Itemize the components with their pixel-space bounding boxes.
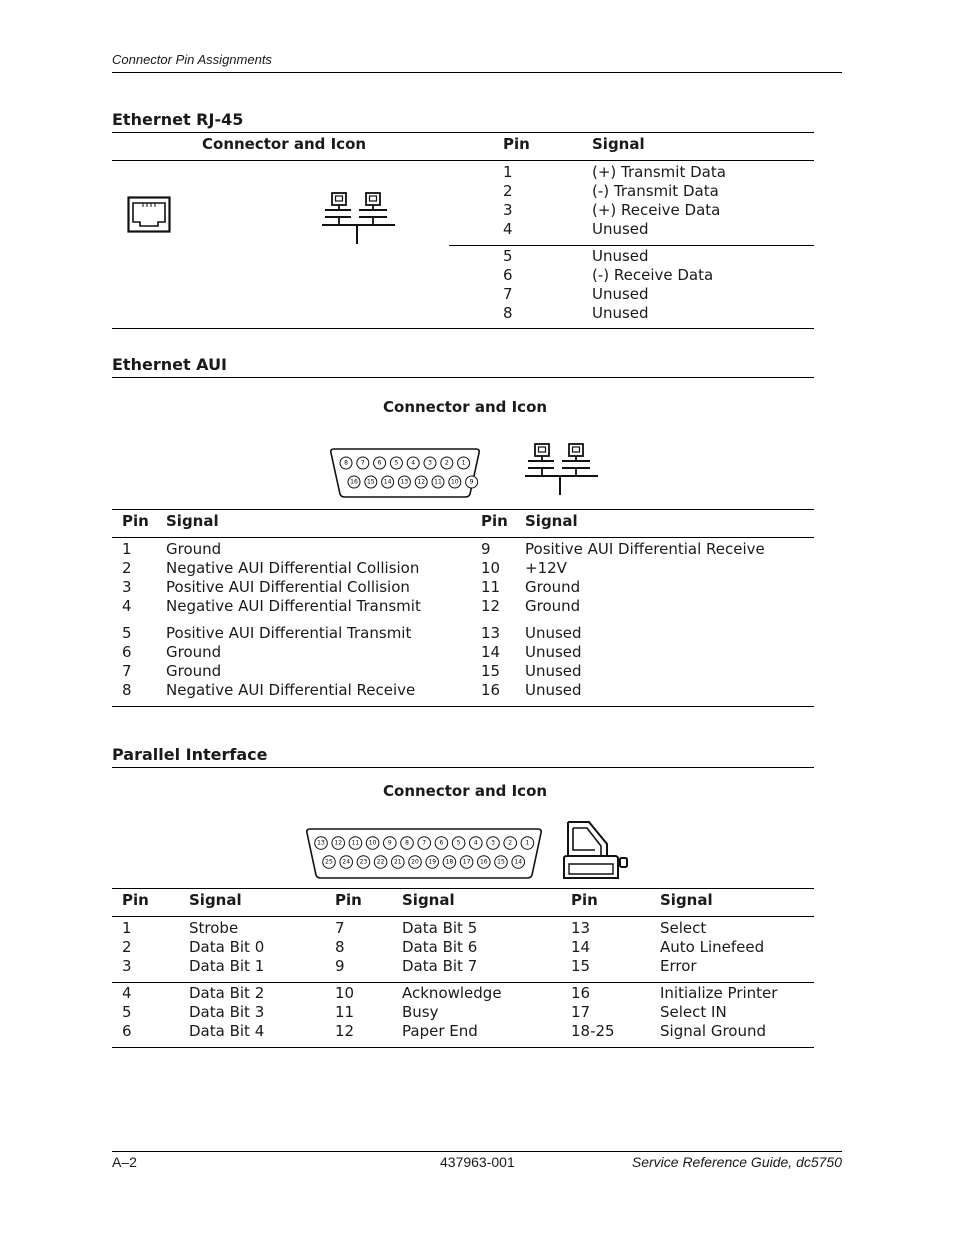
signal-name: Ground [166, 540, 222, 558]
signal-name: Unused [525, 643, 582, 661]
connector-pin-label: 7 [360, 459, 365, 467]
parallel-col-signal: Signal [660, 891, 713, 909]
parallel-signal-list [189, 984, 264, 1041]
rj45-jack-icon [127, 196, 172, 234]
connector-pin-label: 18 [445, 858, 454, 866]
signal-name: Error [660, 957, 697, 975]
signal-name: Data Bit 1 [189, 957, 265, 975]
parallel-signal-list [402, 984, 502, 1041]
rj45-signal-list [592, 163, 726, 239]
rj45-col-signal: Signal [592, 135, 645, 153]
connector-pin-label: 24 [342, 858, 351, 866]
parallel-col-signal: Signal [402, 891, 455, 909]
parallel-col-pin: Pin [122, 891, 149, 909]
parallel-signal-list [402, 919, 477, 976]
parallel-section-title: Parallel Interface [112, 745, 268, 764]
connector-pin-label: 13 [400, 478, 409, 486]
pin-number: 1 [503, 163, 513, 181]
pin-number: 4 [122, 984, 132, 1002]
connector-pin-label: 5 [456, 839, 461, 847]
signal-name: Data Bit 6 [402, 938, 478, 956]
signal-name: Initialize Printer [660, 984, 778, 1002]
signal-name: Data Bit 0 [189, 938, 265, 956]
parallel-signal-list [660, 919, 764, 976]
pin-number: 5 [122, 624, 132, 642]
pin-number: 9 [335, 957, 345, 975]
connector-pin-label: 14 [383, 478, 392, 486]
pin-number: 10 [481, 559, 501, 577]
parallel-header-rule [112, 916, 814, 917]
connector-pin-label: 14 [514, 858, 523, 866]
parallel-signal-list [660, 984, 777, 1041]
parallel-col-pin: Pin [571, 891, 598, 909]
connector-pin-label: 12 [334, 839, 343, 847]
aui-col-pin: Pin [122, 512, 149, 530]
pin-number: 15 [571, 957, 591, 975]
connector-pin-label: 5 [394, 459, 399, 467]
guide-title: Service Reference Guide, dc5750 [631, 1154, 842, 1170]
parallel-signal-list [189, 919, 264, 976]
signal-name: (-) Transmit Data [592, 182, 719, 200]
parallel-bottom-rule [112, 1047, 814, 1048]
rj45-section-title: Ethernet RJ-45 [112, 110, 244, 129]
pin-number: 3 [503, 201, 513, 219]
network-icon [321, 192, 397, 246]
aui-top-rule [112, 377, 814, 378]
connector-pin-label: 11 [434, 478, 442, 486]
pin-number: 11 [481, 578, 501, 596]
signal-name: Positive AUI Differential Receive [525, 540, 765, 558]
connector-pin-label: 23 [359, 858, 368, 866]
parallel-table-top-rule [112, 888, 814, 889]
parallel-pin-list [335, 984, 354, 1041]
aui-col-signal: Signal [166, 512, 219, 530]
pin-number: 18-25 [571, 1022, 615, 1040]
network-icon [524, 443, 600, 497]
aui-header-rule [112, 537, 814, 538]
signal-name: Unused [525, 681, 582, 699]
signal-name: Busy [402, 1003, 439, 1021]
connector-pin-label: 13 [317, 839, 325, 847]
parallel-pin-list [571, 919, 590, 976]
rj45-pin-list [503, 163, 513, 239]
pin-number: 5 [122, 1003, 132, 1021]
signal-name: Data Bit 3 [189, 1003, 265, 1021]
signal-name: Unused [592, 285, 649, 303]
pin-number: 8 [335, 938, 345, 956]
document-number: 437963-001 [440, 1154, 515, 1170]
page-number: A–2 [112, 1154, 137, 1170]
signal-name: Select [660, 919, 707, 937]
aui-bottom-rule [112, 706, 814, 707]
connector-pin-label: 12 [417, 478, 426, 486]
aui-pin-list [122, 540, 132, 616]
connector-pin-label: 8 [405, 839, 409, 847]
connector-pin-label: 21 [393, 858, 402, 866]
connector-pin-label: 3 [491, 839, 495, 847]
aui-section-title: Ethernet AUI [112, 355, 228, 374]
pin-number: 1 [122, 919, 132, 937]
connector-pin-label: 20 [411, 858, 419, 866]
pin-number: 16 [571, 984, 591, 1002]
pin-number: 3 [122, 957, 132, 975]
connector-pin-label: 17 [462, 858, 471, 866]
signal-name: Unused [525, 624, 582, 642]
connector-pin-label: 15 [497, 858, 505, 866]
aui-pin-list [122, 624, 132, 700]
parallel-connector-icon [304, 827, 544, 881]
signal-name: (+) Transmit Data [592, 163, 726, 181]
connector-pin-label: 15 [366, 478, 375, 486]
pin-number: 3 [122, 578, 132, 596]
pin-number: 2 [503, 182, 513, 200]
signal-name: (-) Receive Data [592, 266, 714, 284]
signal-name: Unused [592, 247, 649, 265]
signal-name: Select IN [660, 1003, 727, 1021]
rj45-top-rule [112, 132, 814, 133]
aui-pin-list [481, 540, 500, 616]
connector-pin-label: 3 [428, 459, 432, 467]
signal-name: Positive AUI Differential Transmit [166, 624, 412, 642]
parallel-pin-list [335, 919, 345, 976]
rj45-col-connector: Connector and Icon [202, 135, 367, 153]
pin-number: 7 [503, 285, 513, 303]
connector-pin-label: 11 [351, 839, 360, 847]
aui-signal-list [525, 624, 582, 700]
parallel-group-rule [112, 982, 814, 983]
rj45-group-rule [449, 245, 814, 246]
pin-number: 13 [481, 624, 501, 642]
connector-pin-label: 6 [439, 839, 444, 847]
pin-number: 5 [503, 247, 513, 265]
connector-pin-label: 10 [368, 839, 377, 847]
pin-number: 6 [503, 266, 513, 284]
signal-name: Negative AUI Differential Transmit [166, 597, 421, 615]
connector-pin-label: 22 [376, 858, 385, 866]
pin-number: 7 [335, 919, 345, 937]
connector-pin-label: 19 [428, 858, 437, 866]
signal-name: Unused [525, 662, 582, 680]
pin-number: 10 [335, 984, 355, 1002]
signal-name: Auto Linefeed [660, 938, 765, 956]
pin-number: 9 [481, 540, 491, 558]
signal-name: Signal Ground [660, 1022, 767, 1040]
pin-number: 8 [503, 304, 513, 322]
signal-name: Negative AUI Differential Collision [166, 559, 420, 577]
rj45-col-pin: Pin [503, 135, 530, 153]
parallel-col-pin: Pin [335, 891, 362, 909]
parallel-pin-list [122, 919, 132, 976]
signal-name: +12V [525, 559, 567, 577]
signal-name: Unused [592, 220, 649, 238]
pin-number: 14 [481, 643, 501, 661]
connector-pin-label: 25 [325, 858, 333, 866]
parallel-top-rule [112, 767, 814, 768]
connector-pin-label: 8 [344, 459, 348, 467]
signal-name: Data Bit 4 [189, 1022, 265, 1040]
connector-pin-label: 6 [377, 459, 382, 467]
connector-pin-label: 2 [444, 459, 449, 467]
connector-pin-label: 16 [479, 858, 488, 866]
aui-table-top-rule [112, 509, 814, 510]
running-header: Connector Pin Assignments [112, 52, 272, 67]
pin-number: 6 [122, 643, 132, 661]
signal-name: Strobe [189, 919, 239, 937]
parallel-connector-label: Connector and Icon [383, 782, 548, 800]
aui-connector-icon [328, 446, 482, 500]
pin-number: 12 [481, 597, 501, 615]
signal-name: Negative AUI Differential Receive [166, 681, 416, 699]
connector-pin-label: 4 [411, 459, 416, 467]
connector-pin-label: 9 [469, 478, 474, 486]
signal-name: Ground [166, 643, 222, 661]
pin-number: 12 [335, 1022, 355, 1040]
parallel-col-signal: Signal [189, 891, 242, 909]
parallel-pin-list [122, 984, 132, 1041]
aui-connector-label: Connector and Icon [383, 398, 548, 416]
signal-name: Positive AUI Differential Collision [166, 578, 410, 596]
signal-name: Data Bit 7 [402, 957, 478, 975]
signal-name: Data Bit 2 [189, 984, 265, 1002]
connector-pin-label: 1 [525, 839, 530, 847]
signal-name: Data Bit 5 [402, 919, 478, 937]
aui-signal-list [166, 540, 421, 616]
signal-name: Ground [166, 662, 222, 680]
pin-number: 1 [122, 540, 132, 558]
pin-number: 7 [122, 662, 132, 680]
pin-number: 4 [122, 597, 132, 615]
printer-icon [561, 820, 631, 882]
parallel-pin-list [571, 984, 615, 1041]
connector-pin-label: 2 [508, 839, 513, 847]
aui-col-signal: Signal [525, 512, 578, 530]
pin-number: 2 [122, 938, 132, 956]
rj45-signal-list [592, 247, 713, 323]
pin-number: 13 [571, 919, 591, 937]
signal-name: (+) Receive Data [592, 201, 721, 219]
pin-number: 17 [571, 1003, 591, 1021]
signal-name: Ground [525, 597, 581, 615]
aui-signal-list [525, 540, 765, 616]
aui-col-pin: Pin [481, 512, 508, 530]
pin-number: 14 [571, 938, 591, 956]
signal-name: Acknowledge [402, 984, 502, 1002]
signal-name: Paper End [402, 1022, 478, 1040]
connector-pin-label: 1 [461, 459, 466, 467]
pin-number: 8 [122, 681, 132, 699]
signal-name: Unused [592, 304, 649, 322]
connector-pin-label: 10 [450, 478, 459, 486]
pin-number: 6 [122, 1022, 132, 1040]
aui-signal-list [166, 624, 415, 700]
header-rule [112, 72, 842, 73]
pin-number: 4 [503, 220, 513, 238]
pin-number: 11 [335, 1003, 355, 1021]
pin-number: 2 [122, 559, 132, 577]
rj45-bottom-rule [112, 328, 814, 329]
rj45-pin-list [503, 247, 513, 323]
footer-rule [112, 1151, 842, 1152]
rj45-header-rule [112, 160, 814, 161]
signal-name: Ground [525, 578, 581, 596]
pin-number: 15 [481, 662, 501, 680]
connector-pin-label: 9 [387, 839, 392, 847]
pin-number: 16 [481, 681, 501, 699]
aui-pin-list [481, 624, 500, 700]
connector-pin-label: 16 [350, 478, 358, 486]
connector-pin-label: 4 [473, 839, 478, 847]
connector-pin-label: 7 [422, 839, 427, 847]
